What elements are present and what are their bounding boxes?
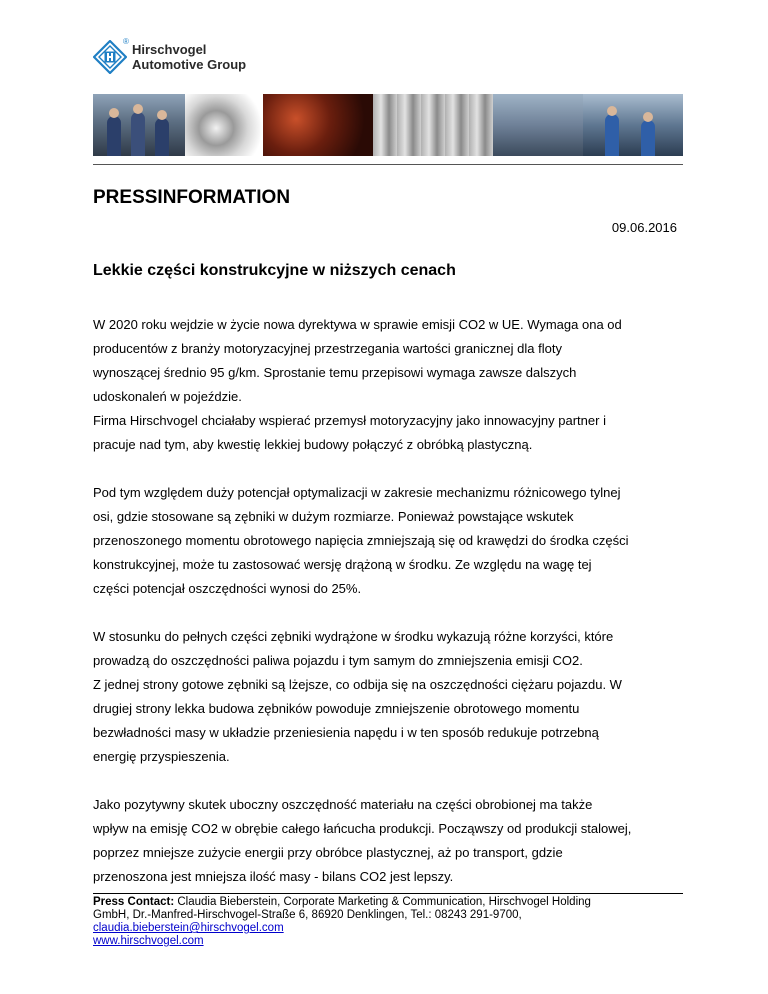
logo-line-2: Automotive Group xyxy=(132,57,247,72)
hirschvogel-logo-icon xyxy=(93,40,127,74)
text-line: energię przyspieszenia. xyxy=(93,749,230,764)
text-line: prowadzą do oszczędności paliwa pojazdu i tym samym do zmniejszenia emisji CO2. xyxy=(93,653,583,668)
text-line: części potencjał oszczędności wynosi do 25%. xyxy=(93,581,362,596)
text-line: poprzez mniejsze zużycie energii przy obróbce plastycznej, aż po transport, gdzie xyxy=(93,845,563,860)
footer-divider xyxy=(93,893,683,894)
text-line: osi, gdzie stosowane są zębniki w dużym rozmiarze. Ponieważ powstające wskutek xyxy=(93,509,574,524)
release-date: 09.06.2016 xyxy=(611,220,677,235)
article-headline: Lekkie części konstrukcyjne w niższych cenach xyxy=(93,262,456,279)
registered-mark: ® xyxy=(123,37,129,46)
logo-wordmark xyxy=(132,42,246,72)
text-line: W stosunku do pełnych części zębniki wydrążone w środku wykazują różne korzyści, które xyxy=(93,629,614,644)
banner-photo-engineers xyxy=(583,94,683,156)
press-contact xyxy=(93,896,693,948)
paragraph-1 xyxy=(93,313,693,457)
text-line: wynoszącej średnio 95 g/km. Sprostanie temu przepisowi wymaga zawsze dalszych xyxy=(93,365,577,380)
text-line: Jako pozytywny skutek uboczny oszczędność materiału na części obrobionej ma także xyxy=(93,797,593,812)
text-line: producentów z branży motoryzacyjnej przestrzegania wartości granicznej dla floty xyxy=(93,341,562,356)
text-line: udoskonaleń w pojeździe. xyxy=(93,389,242,404)
banner-photo-parts xyxy=(185,94,263,156)
contact-address: GmbH, Dr.-Manfred-Hirschvogel-Straße 6, 86920 Denklingen, Tel.: 08243 291-9700, xyxy=(93,909,522,921)
company-logo xyxy=(93,37,293,82)
article-body xyxy=(93,313,693,913)
banner-photo-machinery xyxy=(493,94,583,156)
press-contact-label: Press Contact: xyxy=(93,896,175,908)
text-line: Firma Hirschvogel chciałaby wspierać przemysł motoryzacyjny jako innowacyjny partner i xyxy=(93,413,606,428)
page-title: PRESSINFORMATION xyxy=(93,187,291,208)
text-line: Z jednej strony gotowe zębniki są lżejsze, co odbija się na oszczędności ciężaru pojazdu. W xyxy=(93,677,622,692)
text-line: Pod tym względem duży potencjał optymalizacji w zakresie mechanizmu różnicowego tylnej xyxy=(93,485,621,500)
paragraph-2 xyxy=(93,481,693,601)
photo-banner xyxy=(93,94,683,156)
banner-photo-shafts xyxy=(373,94,493,156)
contact-line-1 xyxy=(93,896,693,909)
text-line: przenoszonego momentu obrotowego napięcia zmniejszają się od krawędzi do środka części xyxy=(93,533,629,548)
banner-photo-forging xyxy=(263,94,373,156)
logo-line-1: Hirschvogel xyxy=(132,42,207,57)
contact-email-link[interactable]: claudia.bieberstein@hirschvogel.com xyxy=(93,922,284,934)
text-line: drugiej strony lekka budowa zębników powoduje zmniejszenie obrotowego momentu xyxy=(93,701,580,716)
paragraph-4 xyxy=(93,793,693,889)
header-divider xyxy=(93,164,683,165)
text-line: W 2020 roku wejdzie w życie nowa dyrektywa w sprawie emisji CO2 w UE. Wymaga ona od xyxy=(93,317,622,332)
text-line: przenoszona jest mniejsza ilość masy - bilans CO2 jest lepszy. xyxy=(93,869,454,884)
text-line: pracuje nad tym, aby kwestię lekkiej budowy połączyć z obróbką plastyczną. xyxy=(93,437,533,452)
contact-name: Claudia Bieberstein, Corporate Marketing & Communication, Hirschvogel Holding xyxy=(174,896,591,908)
paragraph-3 xyxy=(93,625,693,769)
text-line: wpływ na emisję CO2 w obrębie całego łańcucha produkcji. Począwszy od produkcji stalowej, xyxy=(93,821,632,836)
banner-photo-workers xyxy=(93,94,185,156)
website-link[interactable]: www.hirschvogel.com xyxy=(93,935,204,947)
text-line: bezwładności masy w układzie przeniesienia napędu i w ten sposób redukuje potrzebną xyxy=(93,725,599,740)
text-line: konstrukcyjnej, może tu zastosować wersję drążoną w środku. Ze względu na wagę tej xyxy=(93,557,592,572)
